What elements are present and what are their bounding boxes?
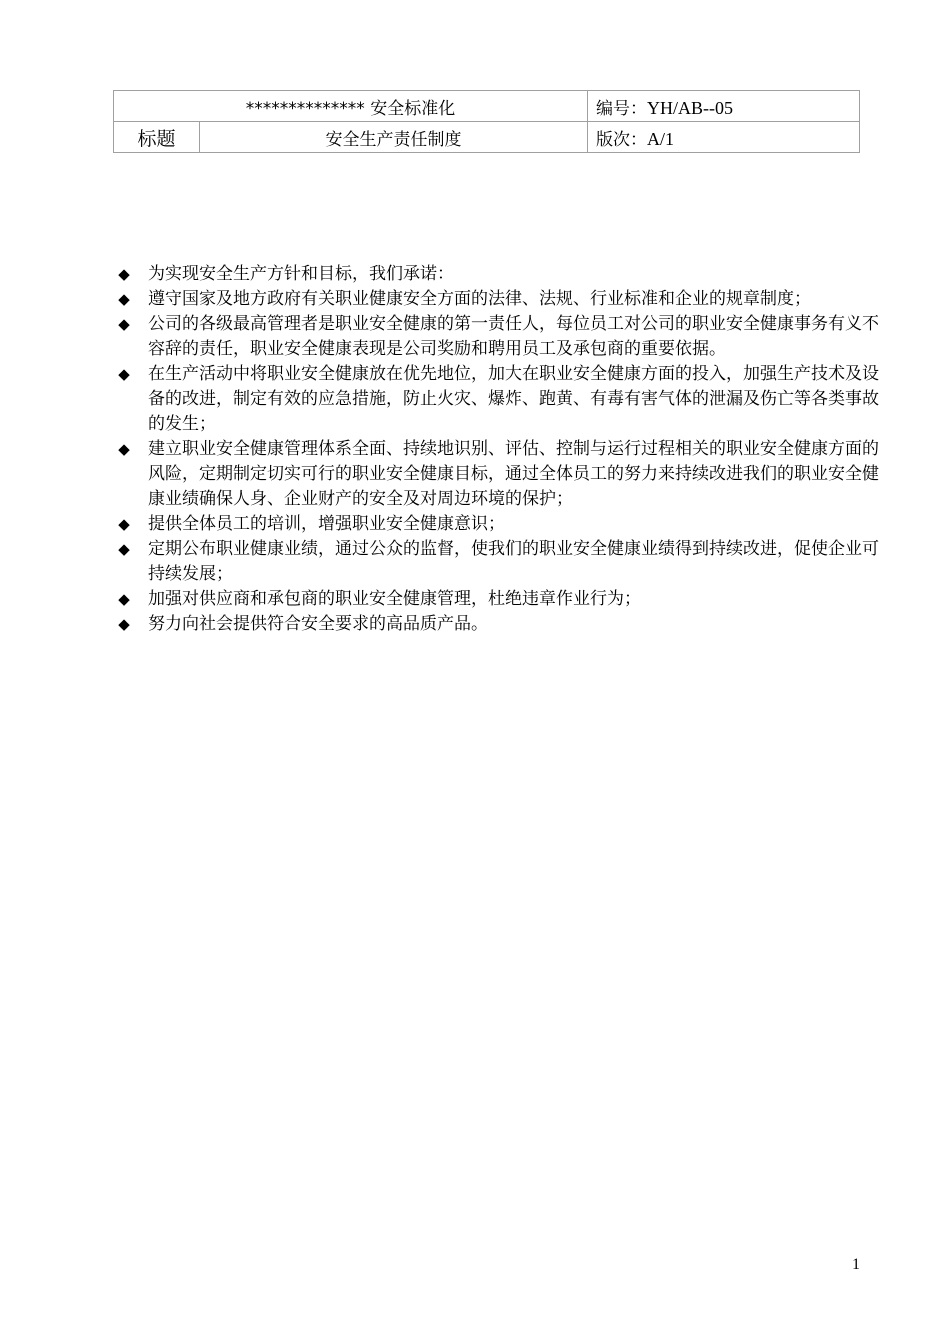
title-label-cell: 标题 xyxy=(114,122,200,153)
commitment-item xyxy=(113,437,883,512)
commitment-text: 努力向社会提供符合安全要求的高品质产品。 xyxy=(148,614,488,634)
commitment-item xyxy=(113,512,883,537)
diamond-bullet-icon: ◆ xyxy=(118,365,130,383)
commitment-item xyxy=(113,312,883,362)
document-code-cell xyxy=(588,91,860,122)
document-code-label: 编号： xyxy=(596,98,647,119)
diamond-bullet-icon: ◆ xyxy=(118,440,130,458)
commitment-text: 为实现安全生产方针和目标，我们承诺： xyxy=(148,264,454,284)
page-number: 1 xyxy=(852,1256,860,1273)
diamond-bullet-icon: ◆ xyxy=(118,265,130,283)
diamond-bullet-icon: ◆ xyxy=(118,290,130,308)
commitment-text: 提供全体员工的培训，增强职业安全健康意识； xyxy=(148,514,505,534)
diamond-bullet-icon: ◆ xyxy=(118,315,130,333)
commitment-item xyxy=(113,262,883,287)
commitment-text: 公司的各级最高管理者是职业安全健康的第一责任人，每位员工对公司的职业安全健康事务有义不容辞的责任，职业安全健康表现是公司奖励和聘用员工及承包商的重要依据。 xyxy=(148,314,879,359)
version-value: A/1 xyxy=(647,128,674,149)
commitment-item xyxy=(113,537,883,587)
org-standard-cell: ************** 安全标准化 xyxy=(114,91,588,122)
commitment-list xyxy=(113,262,883,637)
commitment-item xyxy=(113,587,883,612)
diamond-bullet-icon: ◆ xyxy=(118,515,130,533)
diamond-bullet-icon: ◆ xyxy=(118,615,130,633)
commitment-text: 建立职业安全健康管理体系全面、持续地识别、评估、控制与运行过程相关的职业安全健康方面的风险，定期制定切实可行的职业安全健康目标，通过全体员工的努力来持续改进我们的职业安全健康业绩确保人身、企业财产的安全及对周边环境的保护； xyxy=(148,439,879,509)
version-label: 版次： xyxy=(596,129,647,150)
diamond-bullet-icon: ◆ xyxy=(118,590,130,608)
commitment-text: 在生产活动中将职业安全健康放在优先地位，加大在职业安全健康方面的投入，加强生产技术及设备的改进，制定有效的应急措施，防止火灾、爆炸、跑黄、有毒有害气体的泄漏及伤亡等各类事故的发生； xyxy=(148,364,879,434)
header-row-1 xyxy=(114,91,860,122)
version-cell xyxy=(588,122,860,153)
commitment-text: 加强对供应商和承包商的职业安全健康管理，杜绝违章作业行为； xyxy=(148,589,641,609)
title-value-cell: 安全生产责任制度 xyxy=(200,122,588,153)
commitment-item xyxy=(113,362,883,437)
commitment-item xyxy=(113,612,883,637)
document-code-value: YH/AB--05 xyxy=(647,97,733,118)
document-header-table xyxy=(113,90,860,153)
commitment-item xyxy=(113,287,883,312)
header-row-2 xyxy=(114,122,860,153)
commitment-text: 定期公布职业健康业绩，通过公众的监督，使我们的职业安全健康业绩得到持续改进，促使企业可持续发展； xyxy=(148,539,879,584)
diamond-bullet-icon: ◆ xyxy=(118,540,130,558)
commitment-text: 遵守国家及地方政府有关职业健康安全方面的法律、法规、行业标准和企业的规章制度； xyxy=(148,289,811,309)
